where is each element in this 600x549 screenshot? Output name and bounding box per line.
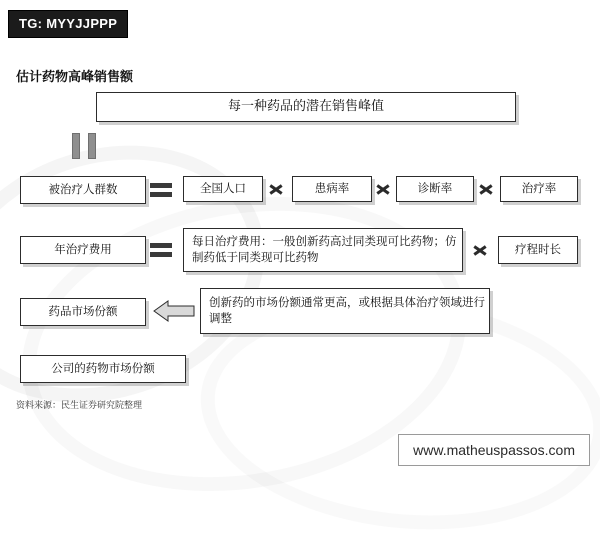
node-treatment-duration: 疗程时长 [498, 236, 578, 264]
tg-tag: TG: MYYJJPPP [8, 10, 128, 38]
source-note: 资料来源：民生证券研究院整理 [16, 401, 143, 411]
node-treatment-rate: 治疗率 [500, 176, 578, 202]
watermark-url: www.matheuspassos.com [398, 434, 590, 466]
node-market-share-note: 创新药的市场份额通常更高，或根据具体治疗领域进行调整 [200, 288, 490, 334]
equals-icon [150, 183, 172, 197]
page-title: 估计药物高峰销售额 [16, 70, 134, 85]
node-daily-treatment-cost: 每日治疗费用：一般创新药高过同类现可比药物；仿制药低于同类现可比药物 [183, 228, 463, 272]
multiply-icon [375, 181, 391, 197]
node-treated-population: 被治疗人群数 [20, 176, 146, 204]
node-prevalence-rate: 患病率 [292, 176, 372, 202]
multiply-icon [472, 242, 488, 258]
node-potential-peak-sales: 每一种药品的潜在销售峰值 [96, 92, 516, 122]
multiply-icon [268, 181, 284, 197]
node-company-market-share: 公司的药物市场份额 [20, 355, 186, 383]
arrow-left-icon [152, 298, 196, 324]
double-bar-icon [72, 133, 96, 159]
background-swoosh [0, 163, 490, 524]
node-national-population: 全国人口 [183, 176, 263, 202]
node-drug-market-share: 药品市场份额 [20, 298, 146, 326]
equals-icon [150, 243, 172, 257]
node-diagnosis-rate: 诊断率 [396, 176, 474, 202]
multiply-icon [478, 181, 494, 197]
node-annual-treatment-cost: 年治疗费用 [20, 236, 146, 264]
background-swoosh [0, 105, 298, 442]
